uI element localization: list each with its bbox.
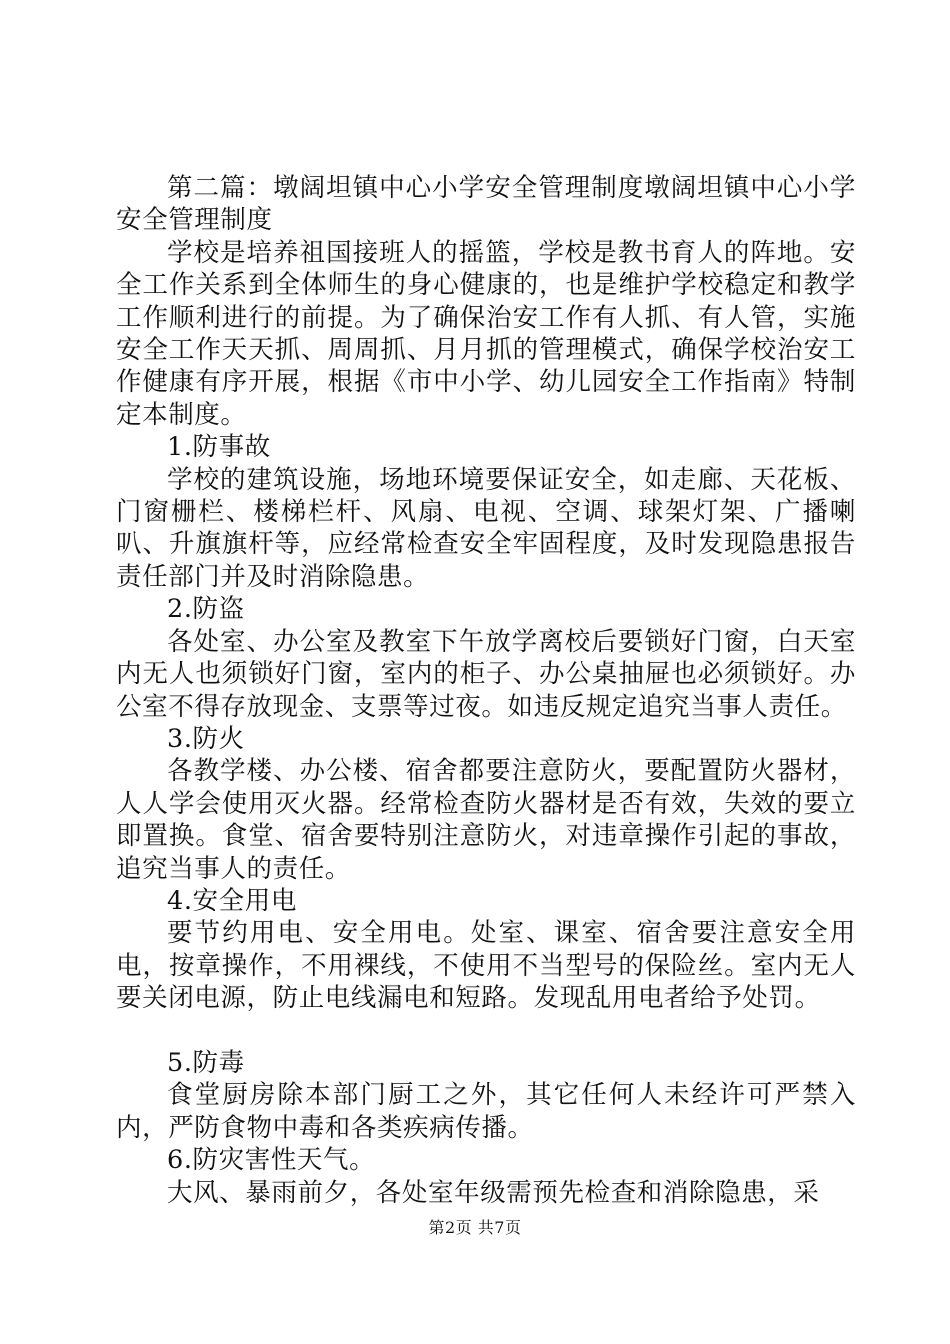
section-heading-theft: 2.防盗	[167, 594, 245, 625]
section-heading-weather: 6.防灾害性天气。	[167, 1145, 376, 1176]
section-body-theft: 各处室、办公室及教室下午放学离校后要锁好门窗，白天室内无人也须锁好门窗，室内的柜子、办公桌抽屉也必须锁好。办公室不得存放现金、支票等过夜。如违反规定追究当事人责任。	[116, 626, 856, 722]
section-body-weather: 大风、暴雨前夕，各处室年级需预先检查和消除隐患，采	[167, 1177, 820, 1208]
document-title: 第二篇：墩阔坦镇中心小学安全管理制度墩阔坦镇中心小学安全管理制度	[116, 173, 856, 236]
section-heading-poison: 5.防毒	[167, 1047, 245, 1078]
section-heading-fire: 3.防火	[167, 723, 245, 754]
intro-paragraph: 学校是培养祖国接班人的摇篮，学校是教书育人的阵地。安全工作关系到全体师生的身心健康的，也是维护学校稳定和教学工作顺利进行的前提。为了确保治安工作有人抓、有人管，实施安全工作天天抓、周周抓、月月抓的管理模式，确保学校治安工作健康有序开展，根据《市中小学、幼儿园安全工作指南》特制定本制度。	[116, 237, 856, 430]
page-footer: 第2页 共7页	[428, 1218, 522, 1237]
section-body-accident: 学校的建筑设施，场地环境要保证安全，如走廊、天花板、门窗栅栏、楼梯栏杆、风扇、电视、空调、球架灯架、广播喇叭、升旗旗杆等，应经常检查安全牢固程度，及时发现隐患报告责任部门并及时消除隐患。	[116, 464, 856, 592]
section-heading-accident: 1.防事故	[167, 432, 271, 463]
document-body	[116, 172, 856, 1209]
blank-line	[116, 1015, 856, 1047]
section-body-fire: 各教学楼、办公楼、宿舍都要注意防火，要配置防火器材，人人学会使用灭火器。经常检查防火器材是否有效，失效的要立即置换。食堂、宿舍要特别注意防火，对违章操作引起的事故，追究当事人的责任。	[116, 756, 856, 884]
section-heading-electricity: 4.安全用电	[167, 885, 297, 916]
section-body-poison: 食堂厨房除本部门厨工之外，其它任何人未经许可严禁入内，严防食物中毒和各类疾病传播。	[116, 1080, 856, 1143]
section-body-electricity: 要节约用电、安全用电。处室、课室、宿舍要注意安全用电，按章操作，不用裸线，不使用不当型号的保险丝。室内无人要关闭电源，防止电线漏电和短路。发现乱用电者给予处罚。	[116, 918, 856, 1014]
